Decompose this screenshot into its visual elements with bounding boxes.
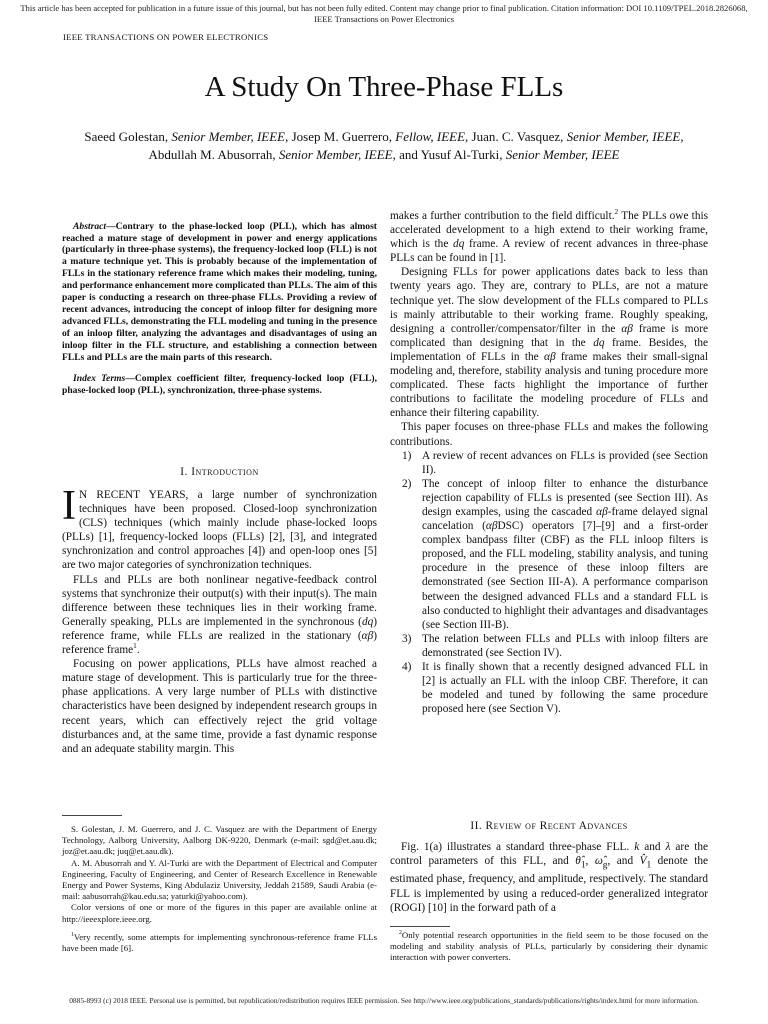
author-membership: Senior Member, IEEE [566, 129, 681, 144]
author-name: , and Yusuf Al-Turki, [392, 147, 503, 162]
section-heading-review [390, 820, 708, 832]
author-name: , Josep M. Guerrero, [285, 129, 392, 144]
affiliation-note: A. M. Abusorrah and Y. Al-Turki are with the Department of Electrical and Computer Engineering, Faculty of Engineering, and Center of Research Excellence in Renewable Energy and Power Systems, King Abdulaziz University, Jeddah 21589, Saudi Arabia (e-mail: aabusorrah@kau.edu.sa; yaturki@yahoo.com). [62, 857, 377, 902]
footnotes-right [390, 930, 708, 964]
author-membership: Senior Member, IEEE [278, 147, 393, 162]
list-item: 4) It is finally shown that a recently designed advanced FLL in [2] is actually an FLL with the inloop CBF. Therefore, it can be modeled and tuned by following the same procedure proposed here (see Section V). [402, 661, 708, 716]
right-column-body [390, 209, 708, 716]
list-item: 3) The relation between FLLs and PLLs with inloop filters are demonstrated (see Section IV). [402, 632, 708, 659]
section-number: II. [470, 820, 486, 832]
drop-cap: I [62, 483, 76, 529]
abstract-label: Abstract [73, 220, 107, 232]
footnote-rule [62, 815, 122, 816]
paper-title: A Study On Three-Phase FLLs [204, 71, 564, 103]
section-title: Review of Recent Advances [485, 820, 628, 832]
index-terms-label: Index Terms [73, 373, 126, 385]
author-list [80, 128, 688, 164]
body-paragraph: FLLs and PLLs are both nonlinear negative-feedback control systems that synchronize their output(s) with their input(s). The main difference between these techniques lies in their working frame. Generally speaking, PLLs are implemented in the synchronous (dq) reference frame, while FLLs are realized in the stationary (αβ) reference frame$^1$. [62, 573, 377, 657]
author-membership: Fellow, IEEE [395, 129, 466, 144]
footnotes-left [62, 824, 377, 954]
body-paragraph: Focusing on power applications, PLLs have almost reached a mature stage of development. This is particularly true for the three-phase applications. A very large number of PLLs with distinctive characteristics have been designed by independent research groups in recent years, which can effectively reject the grid voltage disturbances and, at the same time, provide a fast dynamic response and an adequate stability margin. This [62, 658, 377, 755]
footnote-1: $^1$Very recently, some attempts for implementing synchronous-reference frame FLLs have been made [6]. [62, 931, 377, 954]
journal-name: IEEE TRANSACTIONS ON POWER ELECTRONICS [63, 32, 269, 42]
list-item: 2) The concept of inloop filter to enhance the disturbance rejection capability of FLLs is presented (see Section III). As design examples, using the cascaded αβ-frame delayed signal cancelation (αβDSC) operators [7]–[9] and a first-order complex bandpass filter (CBF) as the FLL inloop filters is proposed, and the FLL modeling, stability analysis, and tuning procedure in the presence of these inloop filters are demonstrated (see Section III-A). A performance comparison between the designed advanced FLLs and a standard FLL is also conducted to highlight their advantages and disadvantages (see Section III-B). [402, 477, 708, 631]
abstract-block [62, 211, 377, 406]
footnote-marker: 2 [614, 207, 619, 217]
section-number: I. [180, 466, 192, 478]
author-name: Saeed Golestan, [84, 129, 169, 144]
body-paragraph: Fig. 1(a) illustrates a standard three-phase FLL. k and λ are the control parameters of this FLL, and $\thetâ_1$, $\omegâ_g$, and $V̂_1$ denote the estimated phase, frequency, and amplitude, respectively. The standard FLL is implemented by using a reduced-order generalized integrator (ROGI) [10] in the forward path of a [390, 841, 709, 914]
body-paragraph: This paper focuses on three-phase FLLs and makes the following contributions. [390, 421, 708, 448]
footnote-rule [390, 926, 450, 927]
author-name: , Abdullah M. Abusorrah, [148, 129, 684, 162]
index-terms-text: —Complex coefficient filter, frequency-locked loop (FLL), phase-locked loop (PLL), synchronization, three-phase systems. [62, 373, 377, 396]
contributions-list [390, 449, 708, 717]
abstract-text: —Contrary to the phase-locked loop (PLL), which has almost reached a mature stage of development in power and energy applications (particularly in three-phase systems), the frequency-locked loop (FLL) is not a mature technique yet. This is probably because of the implementation of FLLs in the stationary reference frame which makes their modeling, tuning, and performance enhancement more complicated than PLLs. The aim of this paper is conducting a research on three-phase FLLs. Providing a review of recent advances, introducing the concept of inloop filter for designing more advanced FLLs, demonstrating the FLL modeling and tuning in the presence of an inloop filter, analyzing the advantages and disadvantages of using an inloop filter in the FLL structure, and establishing a connection between FLLs and PLLs are the main parts of this research. [62, 220, 377, 363]
body-paragraph: makes a further contribution to the field difficult.$^2$ The PLLs owe this accelerated development to a high extend to their working frame, which is the dq frame. A review of recent advances in three-phase PLLs can be found in [1]. [390, 207, 709, 265]
list-item: 1) A review of recent advances on FLLs is provided (see Section II). [402, 449, 708, 476]
index-terms-paragraph [62, 373, 377, 397]
affiliation-note: S. Golestan, J. M. Guerrero, and J. C. Vasquez are with the Department of Energy Technology, Aalborg University, Aalborg DK-9220, Denmark (e-mail: sgd@et.aau.dk; joz@et.aau.dk; juq@et.aau.dk). [62, 824, 377, 857]
section-title: Introduction [191, 466, 259, 478]
acceptance-notice: This article has been accepted for publication in a future issue of this journal, but has not been fully edited. Content may change prior to final publication. Citation information: DOI 10.1109/TPEL.2018.2826068, IEEE Transactions on Power Electronics [20, 3, 748, 24]
review-body [390, 840, 708, 915]
section-heading-introduction [62, 466, 377, 478]
introduction-body [62, 483, 377, 756]
footnote-marker: 1 [133, 641, 137, 651]
body-paragraph: Designing FLLs for power applications dates back to less than twenty years ago. They are, contrary to PLLs, are not a mature technique yet. The slow development of the FLLs compared to PLLs is mainly attributable to their working frame. Roughly speaking, designing a controller/compensator/filter in the αβ frame is more complicated than designing that in the dq frame. Besides, the implementation of FLLs in the αβ frame makes their small-signal modeling and, therefore, stability analysis and tuning procedure more complicated. These facts highlight the importance of further contributions to facilitate the modeling procedure of FLLs and enhance their filtering capability. [390, 266, 708, 420]
body-paragraph: I N RECENT YEARS, a large number of synchronization techniques have been proposed. Closed-loop synchronization (CLS) techniques (which mainly include phase-locked loops (PLLs) [1], frequency-locked loops (FLLs) [2], [3], and integrated synchronization and control approaches [4]) and open-loop ones [5] are two major categories of synchronization techniques. [62, 483, 377, 572]
footnote-2: $^2$Only potential research opportunities in the field seem to be those focused on the modeling and stability analysis of PLLs, particularly by considering their dynamic interaction with power converters. [390, 930, 708, 963]
author-membership: Senior Member, IEEE [505, 147, 620, 162]
author-membership: Senior Member, IEEE [171, 129, 286, 144]
abstract-paragraph [62, 221, 377, 364]
copyright-notice: 0885-8993 (c) 2018 IEEE. Personal use is permitted, but republication/redistribution requires IEEE permission. See http://www.ieee.org/publications_standards/publications/rights/index.html for more information. [69, 996, 699, 1005]
author-name: , Juan. C. Vasquez, [465, 129, 564, 144]
color-note: Color versions of one or more of the figures in this paper are available online at http://ieeexplore.ieee.org. [62, 902, 377, 924]
